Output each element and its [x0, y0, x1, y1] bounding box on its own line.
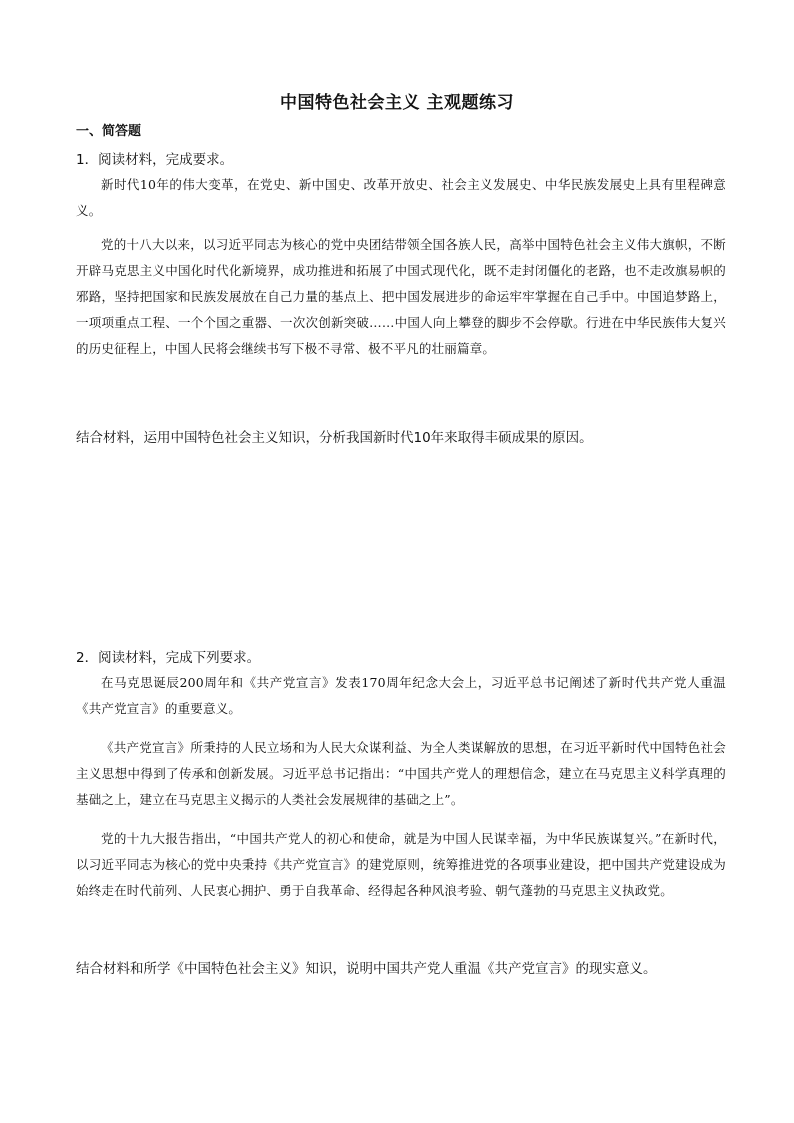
question-2-paragraph-3: 党的十九大报告指出，“中国共产党人的初心和使命，就是为中国人民谋幸福，为中华民族谋复兴。”在新时代，以习近平同志为核心的党中央秉持《共产党宣言》的建党原则，统筹推进党的各项事业建设，把中国共产党建设成为始终走在时代前列、人民衷心拥护、勇于自我革命、经得起各种风浪考验、朝气蓬勃的马克思主义执政党。 — [76, 831, 726, 898]
question-2-label: 2．阅读材料，完成下列要求。 — [76, 650, 261, 666]
question-2-paragraph-2: 《共产党宣言》所秉持的人民立场和为人民大众谋利益、为全人类谋解放的思想，在习近平新时代中国特色社会主义思想中得到了传承和创新发展。习近平总书记指出：“中国共产党人的理想信念，建立在马克思主义科学真理的基础之上，建立在马克思主义揭示的人类社会发展规律的基础之上”。 — [76, 740, 726, 807]
question-2-paragraph-1: 在马克思诞辰200周年和《共产党宣言》发表170周年纪念大会上，习近平总书记阐述了新时代共产党人重温《共产党宣言》的重要意义。 — [76, 675, 726, 716]
section-heading: 一、简答题 — [76, 124, 142, 139]
question-1-paragraph-2: 党的十八大以来，以习近平同志为核心的党中央团结带领全国各族人民，高举中国特色社会主义伟大旗帜，不断开辟马克思主义中国化时代化新境界，成功推进和拓展了中国式现代化，既不走封闭僵化的老路，也不走改旗易帜的邪路，坚持把国家和民族发展放在自己力量的基点上、把中国发展进步的命运牢牢掌握在自己手中。中国追梦路上，一项项重点工程、一个个国之重器、一次次创新突破……中国人向上攀登的脚步不会停歇。行进在中华民族伟大复兴的历史征程上，中国人民将会继续书写下极不寻常、极不平凡的壮丽篇章。 — [76, 237, 726, 356]
document-title: 中国特色社会主义 主观题练习 — [280, 93, 514, 113]
question-1-paragraph-1: 新时代10年的伟大变革，在党史、新中国史、改革开放史、社会主义发展史、中华民族发展史上具有里程碑意义。 — [76, 177, 726, 218]
question-1-ask: 结合材料，运用中国特色社会主义知识，分析我国新时代10年来取得丰硕成果的原因。 — [76, 430, 593, 446]
question-2-ask: 结合材料和所学《中国特色社会主义》知识，说明中国共产党人重温《共产党宣言》的现实意义。 — [76, 961, 657, 977]
question-1-label: 1．阅读材料，完成要求。 — [76, 152, 234, 168]
